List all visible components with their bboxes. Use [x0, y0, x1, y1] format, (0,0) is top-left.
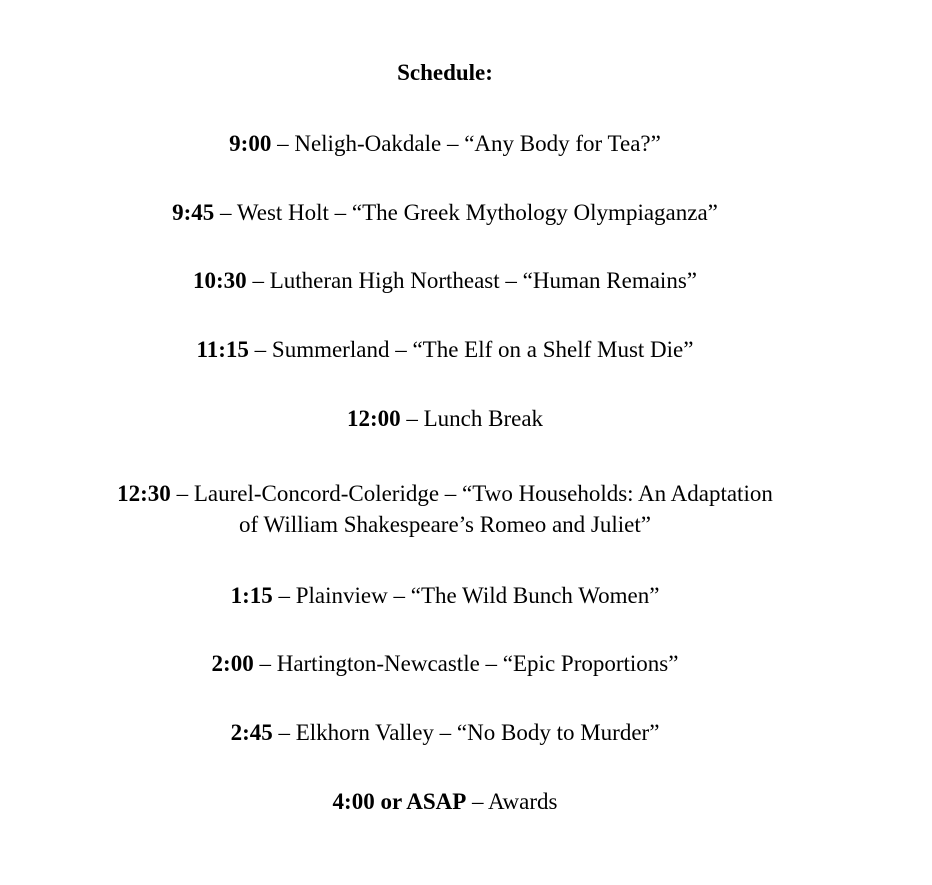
schedule-entry: [0, 648, 890, 679]
schedule-entry: [0, 403, 890, 434]
entry-time: 9:45: [172, 200, 215, 225]
entry-text: – Plainview – “The Wild Bunch Women”: [272, 583, 660, 608]
entry-time: 2:45: [230, 720, 273, 745]
schedule-entry: [0, 717, 890, 748]
schedule-heading: Schedule:: [397, 60, 493, 85]
entry-text: – Summerland – “The Elf on a Shelf Must Die”: [248, 337, 694, 362]
entry-text: – Neligh-Oakdale – “Any Body for Tea?”: [271, 131, 661, 156]
schedule-entry: [0, 265, 890, 296]
entry-time: 2:00: [211, 651, 254, 676]
schedule-entry: [0, 197, 890, 228]
entry-time: 10:30: [193, 268, 247, 293]
entry-text: – Awards: [466, 789, 558, 814]
schedule-entry: [0, 128, 890, 159]
entry-text: – West Holt – “The Greek Mythology Olympiaganza”: [214, 200, 718, 225]
entry-time: 4:00 or ASAP: [332, 789, 467, 814]
entry-text: – Lutheran High Northeast – “Human Remains”: [246, 268, 697, 293]
entry-text: – Lunch Break: [400, 406, 544, 431]
entry-text-continued: of William Shakespeare’s Romeo and Juliet”: [239, 512, 651, 537]
entry-time: 9:00: [229, 131, 272, 156]
entry-text: – Elkhorn Valley – “No Body to Murder”: [272, 720, 660, 745]
schedule-entry: [0, 786, 890, 817]
schedule-entry: [0, 478, 890, 540]
entry-time: 12:00: [346, 406, 401, 431]
entry-time: 11:15: [196, 337, 249, 362]
schedule-entry: [0, 580, 890, 611]
schedule-entry: [0, 334, 890, 365]
entry-time: 12:30: [117, 481, 171, 506]
entry-time: 1:15: [230, 583, 273, 608]
entry-text: – Laurel-Concord-Coleridge – “Two Households: An Adaptation: [170, 481, 773, 506]
entry-text: – Hartington-Newcastle – “Epic Proportions”: [253, 651, 679, 676]
